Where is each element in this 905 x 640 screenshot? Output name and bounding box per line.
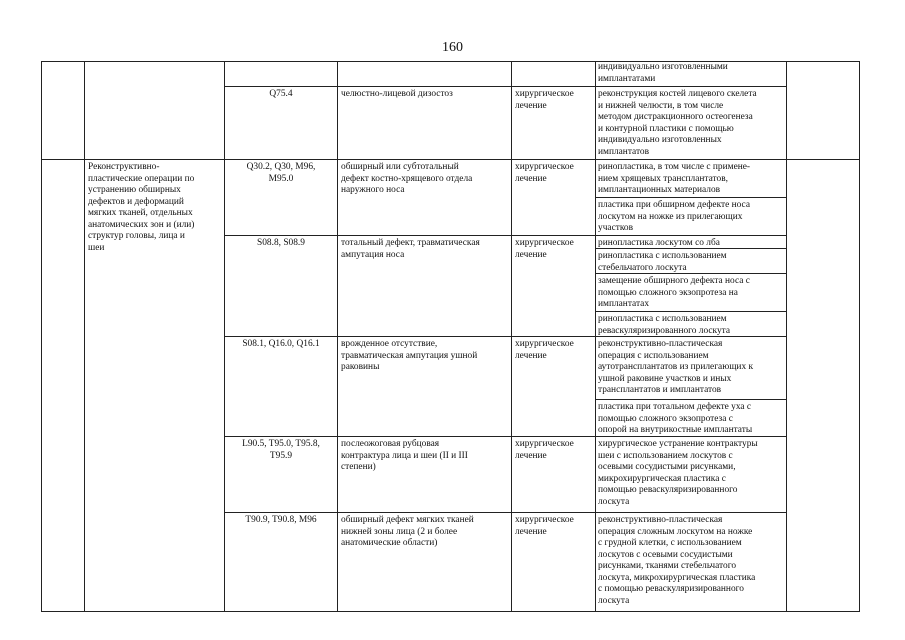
text-line: хирургическое (515, 339, 574, 349)
text-line: лоскутом на ножке из прилегающих (598, 211, 743, 222)
text-line: обширный дефект мягких тканей (341, 515, 474, 525)
text-line: ринопластика с использованием (598, 314, 727, 324)
text-line: обширный или субтотальный (341, 162, 459, 172)
text-line: имплантатами (598, 73, 656, 84)
text-line: устранению обширных (88, 185, 181, 195)
text-line: операция с использованием (598, 350, 709, 361)
text-line: аутотрансплантатов из прилегающих к (598, 362, 754, 372)
text-line: нижней зоны лица (2 и более (341, 526, 458, 537)
text-line: помощью сложного экзопротеза на (598, 287, 738, 298)
text-line: рисунками, тканями стебельчатого (598, 561, 737, 571)
col-divider (786, 61, 787, 612)
text-line: послеожоговая рубцовая (341, 439, 440, 449)
text-line: наружного носа (341, 185, 405, 195)
text-line: ушной раковине участков и иных (598, 373, 732, 384)
text-line: дефектов и деформаций (88, 196, 184, 207)
treatment-type (515, 515, 593, 538)
text-line: осевыми сосудистыми рисунками, (598, 462, 736, 472)
text-line: анатомических зон и (или) (88, 219, 195, 230)
icd-codes (226, 339, 336, 351)
text-line: хирургическое устранение контрактуры (598, 439, 758, 449)
text-line: хирургическое (515, 238, 574, 248)
method-text (598, 314, 784, 337)
text-line: стебельчатого лоскута (598, 262, 687, 273)
text-line: нием хрящевых трансплантатов, (598, 173, 728, 184)
treatment-type (515, 439, 593, 462)
text-line: лоскутов с осевыми сосудистыми (598, 549, 733, 560)
method-text (598, 162, 784, 197)
text-line: шеи (88, 242, 105, 253)
text-line: анатомические области) (341, 538, 438, 548)
table-border-right (859, 61, 860, 612)
treatment-type (515, 89, 593, 112)
text-line: помощью сложного экзопротеза с (598, 413, 733, 424)
text-line: микрохирургическая пластика с (598, 473, 726, 484)
text-line: пластика при обширном дефекте носа (598, 200, 750, 210)
text-line: ампутация носа (341, 249, 405, 260)
text-line: трансплантатов и имплантатов (598, 385, 722, 395)
row-divider (41, 159, 860, 160)
method-text (598, 89, 784, 158)
condition-text (341, 162, 509, 197)
text-line: реконструктивно-пластическая (598, 515, 723, 525)
text-line: пластические операции по (88, 173, 195, 184)
icd-codes (226, 439, 336, 462)
text-line: индивидуально изготовленных (598, 135, 722, 145)
text-line: раковины (341, 362, 380, 372)
text-line: Реконструктивно- (88, 162, 160, 172)
text-line: лечение (515, 100, 547, 111)
text-line: T95.9 (269, 450, 293, 461)
condition-text (341, 339, 509, 374)
text-line: челюстно-лицевой дизостоз (341, 89, 453, 99)
icd-codes (226, 238, 336, 250)
text-line: S08.1, Q16.0, Q16.1 (242, 339, 320, 349)
text-line: ринопластика, в том числе с примене- (598, 162, 751, 172)
col-divider (84, 61, 85, 612)
text-line: с помощью реваскуляризированного (598, 584, 744, 594)
text-line: шеи с использованием лоскутов с (598, 450, 733, 461)
procedure-group-name (88, 162, 222, 254)
condition-text (341, 89, 509, 101)
text-line: лечение (515, 450, 547, 461)
text-line: травматическая ампутация ушной (341, 350, 478, 361)
method-text (598, 515, 784, 607)
condition-text (341, 515, 509, 550)
method-text (598, 276, 784, 311)
table-border-bottom (41, 611, 860, 612)
treatment-type (515, 162, 593, 185)
icd-codes (226, 515, 336, 527)
text-line: лечение (515, 526, 547, 537)
text-line: дефект костно-хрящевого отдела (341, 173, 473, 184)
text-line: S08.8, S08.9 (257, 238, 305, 248)
text-line: лоскута (598, 595, 630, 606)
treatment-type (515, 238, 593, 261)
method-continuation (598, 62, 784, 85)
treatment-type (515, 339, 593, 362)
text-line: реконструкция костей лицевого скелета (598, 89, 757, 99)
icd-codes (226, 162, 336, 185)
text-line: реваскуляризированного лоскута (598, 325, 731, 336)
method-text (598, 238, 784, 250)
text-line: и нижней челюсти, в том числе (598, 100, 724, 111)
method-text (598, 402, 784, 437)
condition-text (341, 238, 509, 261)
text-line: с грудной клетки, с использованием (598, 538, 742, 548)
condition-text (341, 439, 509, 474)
row-divider (224, 235, 786, 236)
row-divider (224, 86, 786, 87)
text-line: имплантатов (598, 146, 650, 157)
text-line: пластика при тотальном дефекте уха с (598, 402, 752, 412)
text-line: структур головы, лица и (88, 231, 185, 241)
text-line: и контурной пластики с помощью (598, 123, 734, 134)
page-number: 160 (442, 40, 463, 55)
text-line: лоскута, микрохирургическая пластика (598, 572, 756, 583)
text-line: тотальный дефект, травматическая (341, 238, 480, 248)
text-line: операция сложным лоскутом на ножке (598, 526, 753, 537)
text-line: индивидуально изготовленными (598, 62, 728, 72)
method-text (598, 200, 784, 235)
row-divider (224, 512, 786, 513)
row-divider (595, 197, 786, 198)
text-line: степени) (341, 462, 376, 472)
method-text (598, 251, 784, 274)
procedures-table (41, 61, 860, 612)
text-line: помощью реваскуляризированного (598, 485, 738, 495)
text-line: имплантатах (598, 299, 650, 309)
method-text (598, 339, 784, 397)
text-line: T90.9, T90.8, M96 (245, 515, 317, 525)
text-line: мягких тканей, отдельных (88, 208, 193, 218)
text-line: лечение (515, 249, 547, 260)
text-line: реконструктивно-пластическая (598, 339, 723, 349)
text-line: участков (598, 223, 634, 233)
text-line: хирургическое (515, 439, 574, 449)
text-line: L90.5, T95.0, T95.8, (242, 439, 320, 449)
text-line: опорой на внутрикостные имплантаты (598, 425, 753, 435)
row-divider (595, 311, 786, 312)
text-line: имплантационных материалов (598, 185, 721, 195)
text-line: ринопластика с использованием (598, 251, 727, 261)
method-text (598, 439, 784, 508)
text-line: лоскута (598, 496, 630, 507)
text-line: хирургическое (515, 89, 574, 99)
text-line: врожденное отсутствие, (341, 339, 438, 349)
text-line: хирургическое (515, 515, 574, 525)
text-line: контрактура лица и шеи (II и III (341, 450, 468, 461)
text-line: замещение обширного дефекта носа с (598, 276, 750, 286)
text-line: Q30.2, Q30, M96, (246, 162, 316, 172)
row-divider (595, 399, 786, 400)
text-line: хирургическое (515, 162, 574, 172)
icd-codes: Q75.4 (269, 89, 293, 99)
text-line: ринопластика лоскутом со лба (598, 238, 720, 248)
text-line: M95.0 (268, 173, 294, 184)
table-border-left (41, 61, 42, 612)
text-line: лечение (515, 173, 547, 184)
text-line: методом дистракционного остеогенеза (598, 112, 753, 122)
text-line: лечение (515, 350, 547, 361)
